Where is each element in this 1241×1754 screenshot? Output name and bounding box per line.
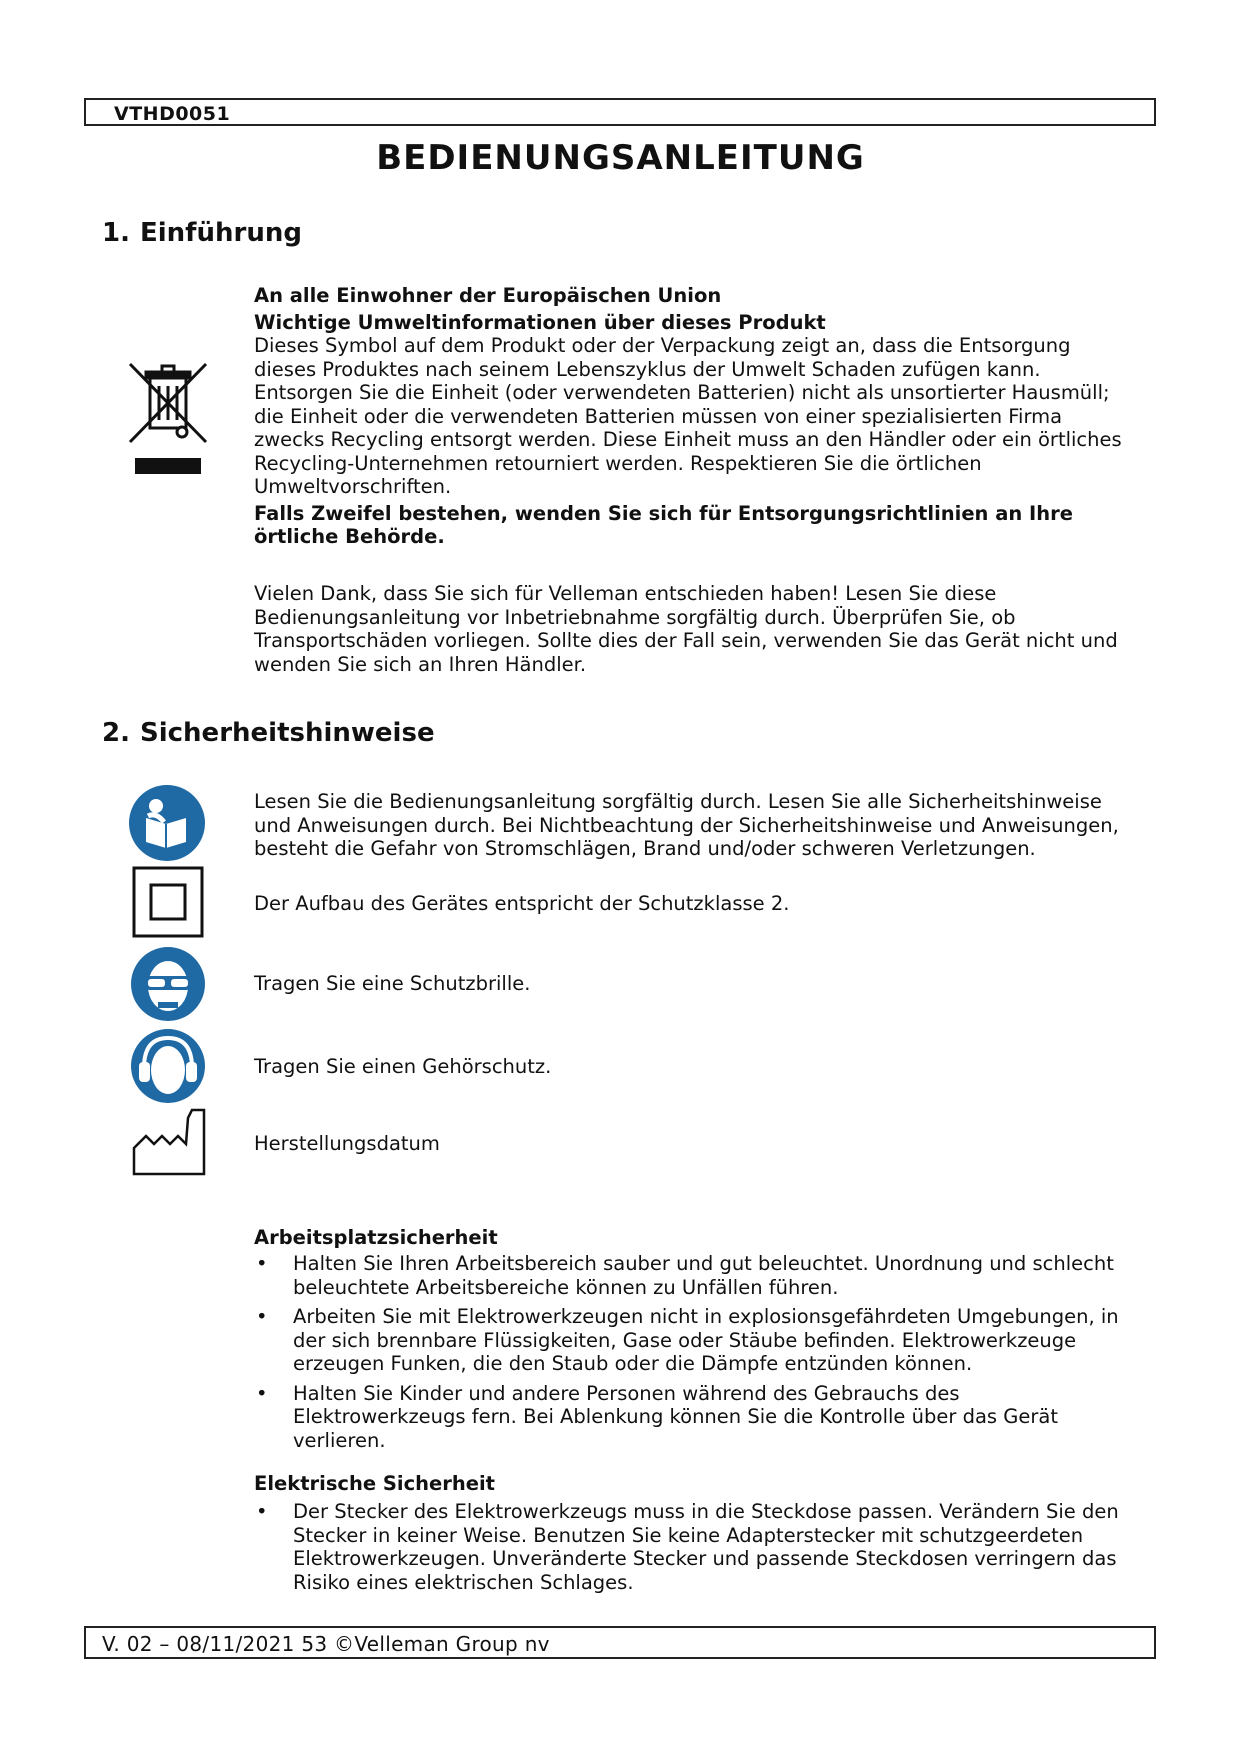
section-1-title: Einführung [140, 218, 302, 248]
list-item [254, 1382, 1134, 1453]
product-code: VTHD0051 [114, 103, 231, 125]
environment-heading: Wichtige Umweltinformationen über dieses Produkt [254, 310, 826, 334]
symbol-text-class-2: Der Aufbau des Gerätes entspricht der Schutzklasse 2. [254, 892, 790, 915]
weee-bin-icon [126, 358, 210, 478]
section-1-heading [102, 218, 302, 248]
electrical-bullet-list [254, 1500, 1134, 1600]
list-item [254, 1305, 1134, 1376]
section-2-heading [102, 718, 435, 748]
bullet-icon: • [256, 1500, 268, 1523]
list-item [254, 1252, 1134, 1299]
section-2-number: 2. [102, 718, 130, 748]
environment-doubt-text: Falls Zweifel bestehen, wenden Sie sich für Entsorgungsrichtlinien an Ihre örtliche Behörde. [254, 501, 1074, 548]
read-manual-icon [128, 784, 206, 862]
ear-protection-icon [130, 1028, 206, 1104]
page-title: BEDIENUNGSANLEITUNG [376, 138, 865, 178]
workplace-bullet-list [254, 1252, 1134, 1458]
eu-heading: An alle Einwohner der Europäischen Union [254, 284, 722, 307]
list-item-text: Halten Sie Ihren Arbeitsbereich sauber und gut beleuchtet. Unordnung und schlecht beleuchtete Arbeitsbereiche können zu Unfällen führen. [293, 1252, 1114, 1299]
safety-goggles-icon [130, 946, 206, 1022]
class-2-icon [132, 866, 204, 938]
footer-text: V. 02 – 08/11/2021 53 ©Velleman Group nv [102, 1632, 550, 1656]
list-item-text: Arbeiten Sie mit Elektrowerkzeugen nicht in explosionsgefährdeten Umgebungen, in der sich brennbare Flüssigkeiten, Gase oder Stäube befinden. Elektrowerkzeuge erzeugen Funken, die den Staub oder die Dämpfe entzünden können. [293, 1305, 1119, 1375]
list-item [254, 1500, 1134, 1594]
thanks-paragraph: Vielen Dank, dass Sie sich für Velleman entschieden haben! Lesen Sie diese Bedienungsanleitung vor Inbetriebnahme sorgfältig durch. Überprüfen Sie, ob Transportschäden vorliegen. Sollte dies der Fall sein, verwenden Sie das Gerät nicht und wenden Sie sich an Ihren Händler. [254, 582, 1118, 676]
environment-text: Dieses Symbol auf dem Produkt oder der Verpackung zeigt an, dass die Entsorgung dieses Produktes nach seinem Lebenszyklus der Umwelt Schaden zufügen kann. Entsorgen Sie die Einheit (oder verwendeten Batterien) nicht als unsortierter Hausmüll; die Einheit oder die verwendeten Batterien müssen von einer spezialisierten Firma zwecks Recycling entsorgt werden. Diese Einheit muss an den Händler oder ein örtliches Recycling-Unternehmen retourniert werden. Respektieren Sie die örtlichen Umweltvorschriften. [254, 334, 1122, 498]
electrical-heading: Elektrische Sicherheit [254, 1472, 496, 1495]
symbol-text-ear-protection: Tragen Sie einen Gehörschutz. [254, 1055, 552, 1078]
workplace-heading: Arbeitsplatzsicherheit [254, 1226, 498, 1249]
symbol-text-manufacture-date: Herstellungsdatum [254, 1132, 440, 1155]
bullet-icon: • [256, 1381, 268, 1405]
symbol-text-read-manual: Lesen Sie die Bedienungsanleitung sorgfältig durch. Lesen Sie alle Sicherheitshinweise und Anweisungen durch. Bei Nichtbeachtung der Sicherheitshinweise und Anweisungen, besteht die Gefahr von Stromschlägen, Brand und/oder schweren Verletzungen. [254, 790, 1119, 860]
bullet-icon: • [256, 1305, 268, 1328]
list-item-text: Halten Sie Kinder und andere Personen während des Gebrauchs des Elektrowerkzeugs fern. Bei Ablenkung können Sie die Kontrolle über das Gerät verlieren. [293, 1381, 1058, 1452]
footer-box [84, 1626, 1156, 1659]
section-2-title: Sicherheitshinweise [140, 718, 435, 748]
header-box [84, 98, 1156, 126]
list-item-text: Der Stecker des Elektrowerkzeugs muss in die Steckdose passen. Verändern Sie den Stecker in keiner Weise. Benutzen Sie keine Adapterstecker mit schutzgeerdeten Elektrowerkzeugen. Unveränderte Stecker und passende Steckdosen verringern das Risiko eines elektrischen Schlages. [293, 1500, 1119, 1594]
symbol-text-goggles: Tragen Sie eine Schutzbrille. [254, 972, 531, 995]
bullet-icon: • [256, 1252, 268, 1275]
manufacture-date-icon [132, 1108, 206, 1176]
section-1-number: 1. [102, 218, 130, 248]
weee-info-block [254, 284, 1134, 549]
